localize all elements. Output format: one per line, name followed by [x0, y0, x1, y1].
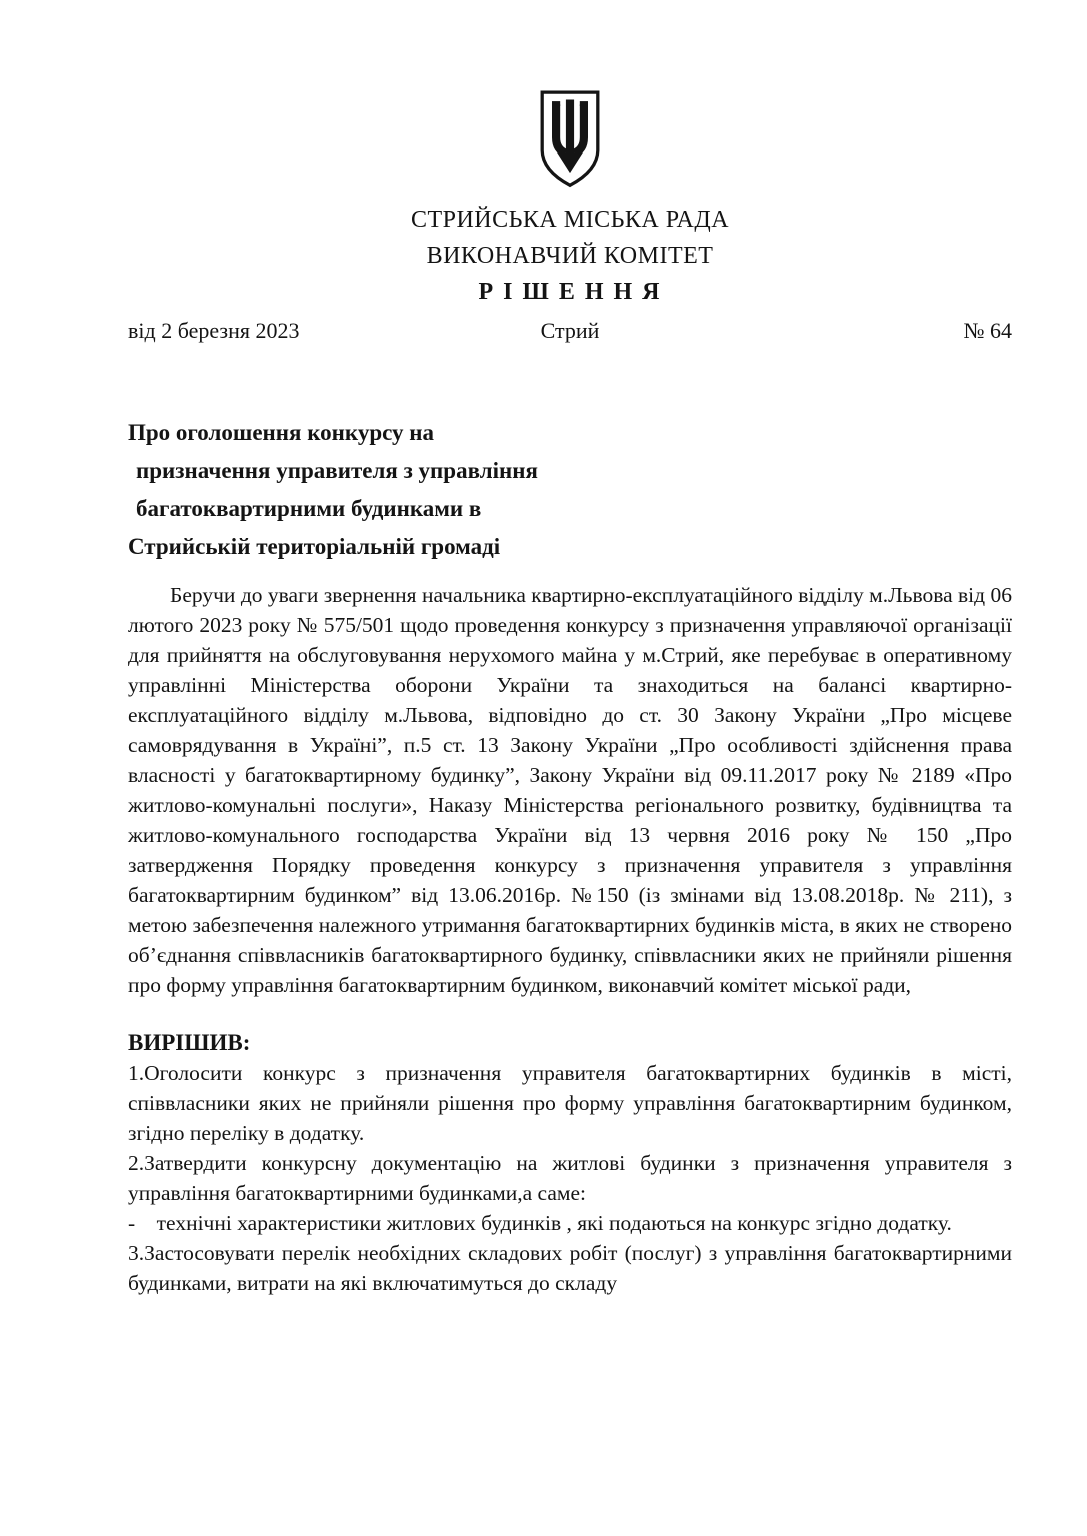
- document-number: № 64: [963, 318, 1013, 343]
- document-header: [128, 88, 1012, 346]
- ukraine-trident-emblem: [529, 88, 611, 196]
- title-line: Стрийській територіальній громаді: [128, 534, 501, 559]
- resolution-items: [128, 1058, 1012, 1298]
- trident-base: [557, 153, 583, 173]
- document-type-heading: Р І Ш Е Н Н Я: [478, 279, 662, 305]
- resolution-item-dash: - технічні характеристики житлових будинків , які подаються на конкурс згідно додатку.: [128, 1211, 952, 1235]
- meta-row: [128, 316, 1012, 346]
- document-place: Стрий: [540, 318, 600, 343]
- document-date: від 2 березня 2023: [128, 318, 300, 343]
- committee-name: ВИКОНАВЧИЙ КОМІТЕТ: [426, 243, 714, 269]
- resolution-item-2: 2.Затвердити конкурсну документацію на житлові будинки з призначення управителя з управління багатоквартирними будинками,а саме:: [128, 1151, 1012, 1205]
- title-line: Про оголошення конкурсу на: [128, 420, 435, 445]
- resolved-heading: ВИРІШИВ:: [128, 1030, 251, 1055]
- council-name: СТРИЙСЬКА МІСЬКА РАДА: [410, 207, 730, 233]
- document-title: [128, 414, 1012, 566]
- resolution-item-1: 1.Оголосити конкурс з призначення управителя багатоквартирних будинків в місті, співвласники яких не прийняли рішення про форму управління багатоквартирним будинком, згідно переліку в додатку.: [128, 1061, 1012, 1145]
- preamble-paragraph: Беручи до уваги звернення начальника квартирно-експлуатаційного відділу м.Львова від 06 лютого 2023 року № 575/501 щодо проведення конкурсу з призначення управляючої організації для прийняття на обслуговування нерухомого майна у м.Стрий, яке перебуває в оперативному управлінні Міністерства оборони України та знаходиться на балансі квартирно-експлуатаційного відділу м.Львова, відповідно до ст. 30 Закону України „Про місцеве самоврядування в Україні”, п.5 ст. 13 Закону України „Про особливості здійснення права власності у багатоквартирному будинку”, Закону України від 09.11.2017 року № 2189 «Про житлово-комунальні послуги», Наказу Міністерства регіонального розвитку, будівництва та житлово-комунального господарства України від 13 червня 2016 року № 150 „Про затвердження Порядку проведення конкурсу з призначення управителя з управління багатоквартирним будинком” від 13.06.2016р. №150 (із змінами від 13.08.2018р. № 211), з метою забезпечення належного утримання багатоквартирних будинків міста, в яких не створено об’єднання співвласників багатоквартирного будинку, співвласники яких не прийняли рішення про форму управління багатоквартирним будинком, виконавчий комітет міської ради,: [128, 583, 1012, 997]
- trident-glyph: [552, 99, 588, 156]
- resolution-item-3: 3.Застосовувати перелік необхідних складових робіт (послуг) з управління багатоквартирними будинками, витрати на які включатимуться до складу: [128, 1241, 1012, 1295]
- title-line: призначення управителя з управління: [136, 458, 538, 483]
- title-line: багатоквартирними будинками в: [136, 496, 482, 521]
